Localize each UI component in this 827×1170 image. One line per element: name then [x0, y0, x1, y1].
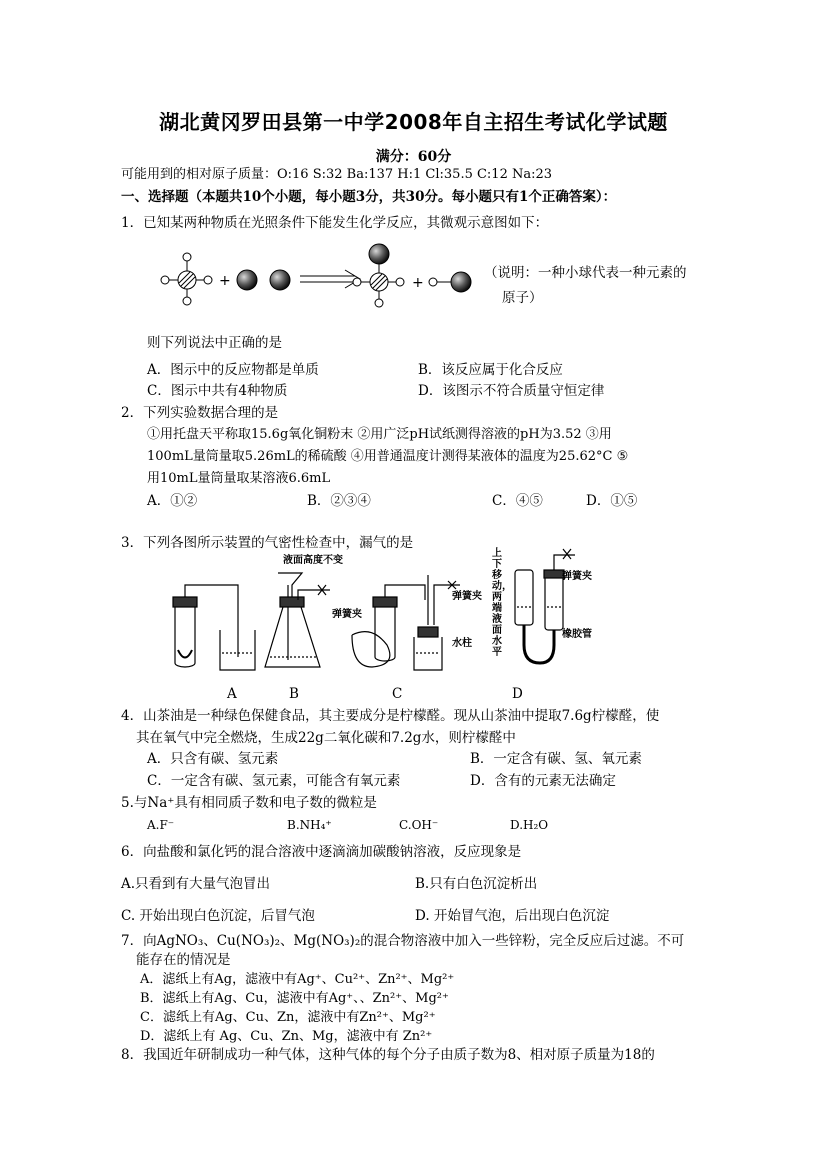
apparatus-b: [265, 573, 330, 667]
q4-option-a: A．只含有碳、氢元素: [147, 751, 279, 767]
q6-stem: 6．向盐酸和氯化钙的混合溶液中逐滴滴加碳酸钠溶液，反应现象是: [121, 844, 522, 860]
q4-option-b: B．一定含有碳、氢、氧元素: [470, 751, 642, 767]
label-clip-b: 弹簧夹: [332, 609, 362, 620]
q8-stem: 8．我国近年研制成功一种气体，这种气体的每个分子由质子数为8、相对原子质量为18的: [121, 1047, 655, 1063]
svg-text:+: +: [412, 275, 424, 291]
q3-stem: 3．下列各图所示装置的气密性检查中，漏气的是: [121, 535, 414, 551]
q2-option-c: C．④⑤: [492, 493, 543, 509]
q1-option-a: A．图示中的反应物都是单质: [147, 362, 319, 378]
q2-stem: 2．下列实验数据合理的是: [121, 405, 279, 421]
atomic-masses: 可能用到的相对原子质量：O:16 S:32 Ba:137 H:1 Cl:35.5 C:12 Na:23: [121, 167, 553, 182]
q4-stem-line1: 4．山茶油是一种绿色保健食品，其主要成分是柠檬醛。现从山茶油中提取7.6g柠檬醛，使: [121, 708, 660, 724]
fig-label-c: C: [392, 686, 403, 702]
q4-option-c: C．一定含有碳、氢元素，可能含有氧元素: [147, 773, 401, 789]
q7-option-c: C．滤纸上有Ag、Cu、Zn，滤液中有Zn²⁺、Mg²⁺: [140, 1010, 436, 1025]
q5-option-c: C.OH⁻: [399, 818, 439, 832]
fig-label-b: B: [289, 686, 299, 702]
page-title: 湖北黄冈罗田县第一中学2008年自主招生考试化学试题: [159, 110, 668, 134]
q1-option-b: B．该反应属于化合反应: [418, 362, 563, 378]
molecule-reactant-1: [161, 253, 212, 305]
q1-note-line1: （说明：一种小球代表一种元素的: [484, 265, 687, 281]
q5-stem: 5.与Na⁺具有相同质子数和电子数的微粒是: [121, 795, 377, 811]
q1-ask: 则下列说法中正确的是: [147, 335, 282, 351]
apparatus-figure: [170, 545, 590, 680]
q1-stem: 1．已知某两种物质在光照条件下能发生化学反应，其微观示意图如下：: [121, 215, 549, 231]
molecule-product-1: [353, 244, 404, 307]
label-clip-d: 弹簧夹: [562, 571, 592, 582]
molecule-product-2: [429, 272, 471, 292]
q7-option-a: A．滤纸上有Ag，滤液中有Ag⁺、Cu²⁺、Zn²⁺、Mg²⁺: [140, 972, 455, 987]
apparatus-a: [173, 585, 255, 670]
label-water-column: 水柱: [452, 638, 472, 649]
q7-stem-line2: 能存在的情况是: [136, 952, 231, 968]
q7-option-b: B．滤纸上有Ag、Cu，滤液中有Ag⁺、、Zn²⁺、Mg²⁺: [140, 991, 449, 1006]
q1-option-d: D．该图示不符合质量守恒定律: [418, 383, 605, 399]
reaction-diagram: [155, 240, 485, 310]
q6-option-d: D. 开始冒气泡，后出现白色沉淀: [415, 908, 610, 924]
q2-line3: 用10mL量筒量取某溶液6.6mL: [147, 471, 331, 486]
q6-option-a: A.只看到有大量气泡冒出: [121, 876, 271, 892]
label-level-unchanged: 液面高度不变: [283, 555, 343, 566]
q2-line1: ①用托盘天平称取15.6g氧化铜粉末 ②用广泛pH试纸测得溶液的pH为3.52 ③用: [147, 427, 612, 442]
svg-text:+: +: [219, 273, 231, 289]
q5-option-b: B.NH₄⁺: [287, 818, 332, 832]
q6-option-b: B.只有白色沉淀析出: [415, 876, 538, 892]
q4-stem-line2: 其在氧气中完全燃烧，生成22g二氧化碳和7.2g水，则柠檬醛中: [136, 730, 516, 746]
q6-option-c: C. 开始出现白色沉淀，后冒气泡: [121, 908, 315, 924]
q1-note-line2: 原子）: [502, 290, 543, 306]
molecule-reactant-2: [237, 270, 290, 290]
q7-option-d: D．滤纸上有 Ag、Cu、Zn、Mg，滤液中有 Zn²⁺: [140, 1029, 433, 1044]
q5-option-a: A.F⁻: [147, 818, 175, 832]
apparatus-c: [352, 575, 460, 670]
q2-option-b: B．②③④: [307, 493, 371, 509]
q2-option-a: A．①②: [147, 493, 198, 509]
q2-line2: 100mL量筒量取5.26mL的稀硫酸 ④用普通温度计测得某液体的温度为25.62°C ⑤: [147, 449, 629, 464]
reaction-arrow: [300, 270, 360, 288]
fig-label-d: D: [512, 686, 523, 702]
label-rubber-tube: 橡胶管: [562, 629, 592, 640]
q1-option-c: C．图示中共有4种物质: [147, 383, 288, 399]
q7-stem-line1: 7．向AgNO₃、Cu(NO₃)₂、Mg(NO₃)₂的混合物溶液中加入一些锌粉，完全反应后过滤。不可: [121, 933, 685, 949]
q4-option-d: D．含有的元素无法确定: [470, 773, 616, 789]
label-move-vertical: 上下移动，两端液面水平: [492, 548, 512, 658]
fig-label-a: A: [227, 686, 237, 702]
section-heading: 一、选择题（本题共10个小题，每小题3分，共30分。每小题只有1个正确答案）：: [121, 189, 617, 205]
q2-option-d: D．①⑤: [586, 493, 638, 509]
label-clip-c: 弹簧夹: [452, 591, 482, 602]
full-score: 满分：60分: [375, 149, 452, 165]
q5-option-d: D.H₂O: [510, 818, 549, 832]
